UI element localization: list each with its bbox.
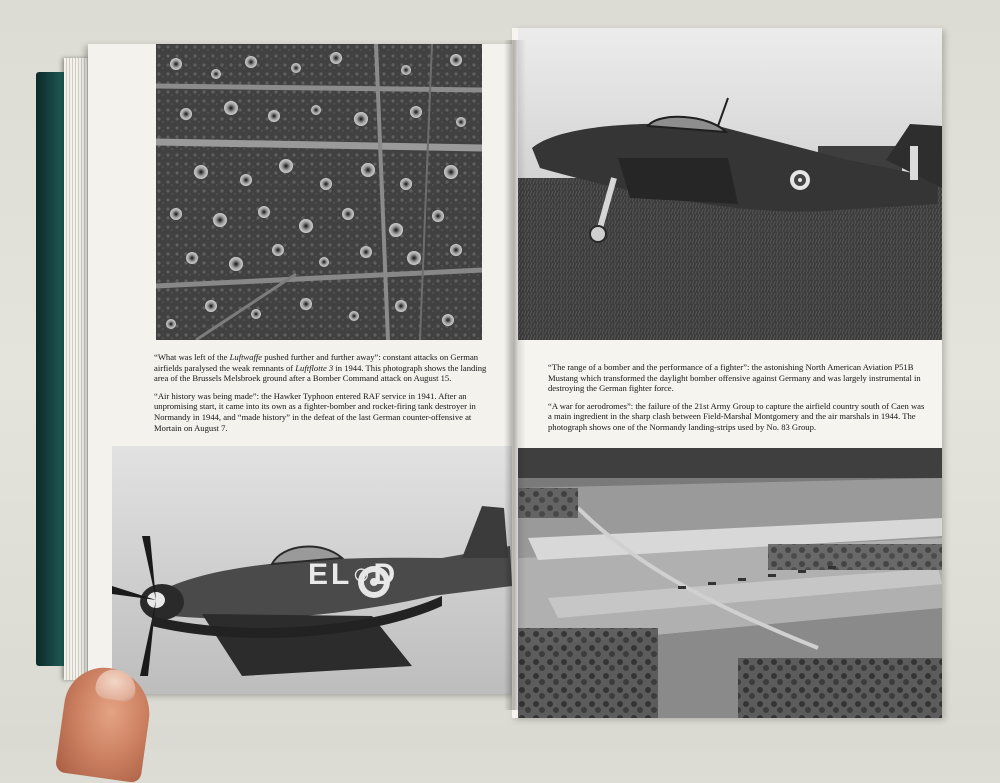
- landing-strip-photo: [518, 448, 942, 718]
- aerial-airfield-image: [156, 44, 482, 340]
- left-captions: [154, 352, 488, 440]
- mustang-image: [518, 28, 942, 340]
- caption-mustang: “The range of a bomber and the performance of a fighter”: the astonishing North American Aviation P51B Mustang which transformed the daylight bomber offensive against Germany and was largely instrumental in destroying the German fighter force.: [548, 362, 921, 394]
- aerial-airfield-photo: [156, 44, 482, 340]
- right-page: [512, 28, 942, 718]
- landing-strip-image: [518, 448, 942, 718]
- aircraft-code: EL○D: [308, 558, 399, 591]
- book-gutter: [504, 40, 526, 710]
- left-page: [88, 44, 516, 694]
- mustang-photo: [518, 28, 942, 340]
- caption-melsbroek: “What was left of the Luftwaffe pushed further and further away”: constant attacks on German airfields paralysed the weak remnants of Luftflotte 3 in 1944. This photograph shows the landing area of the Brussels Melsbroek ground after a Bomber Command attack on August 15.: [154, 352, 487, 384]
- caption-typhoon: “Air history was being made”: the Hawker Typhoon entered RAF service in 1941. After an unpromising start, it came into its own as a fighter-bomber and rocket-firing tank destroyer in Normandy in 1944, and “made history” in the defeat of the last German counter-offensive at Mortain on August 7.: [154, 390, 476, 433]
- typhoon-photo: [112, 446, 516, 694]
- caption-landing-strip: “A war for aerodromes”: the failure of the 21st Army Group to capture the airfield country south of Caen was a main ingredient in the sharp clash between Field-Marshal Montgomery and the air marshals in 1944. The photograph shows one of the Normandy landing-strips used by No. 83 Group.: [548, 400, 925, 432]
- right-captions: [548, 362, 928, 440]
